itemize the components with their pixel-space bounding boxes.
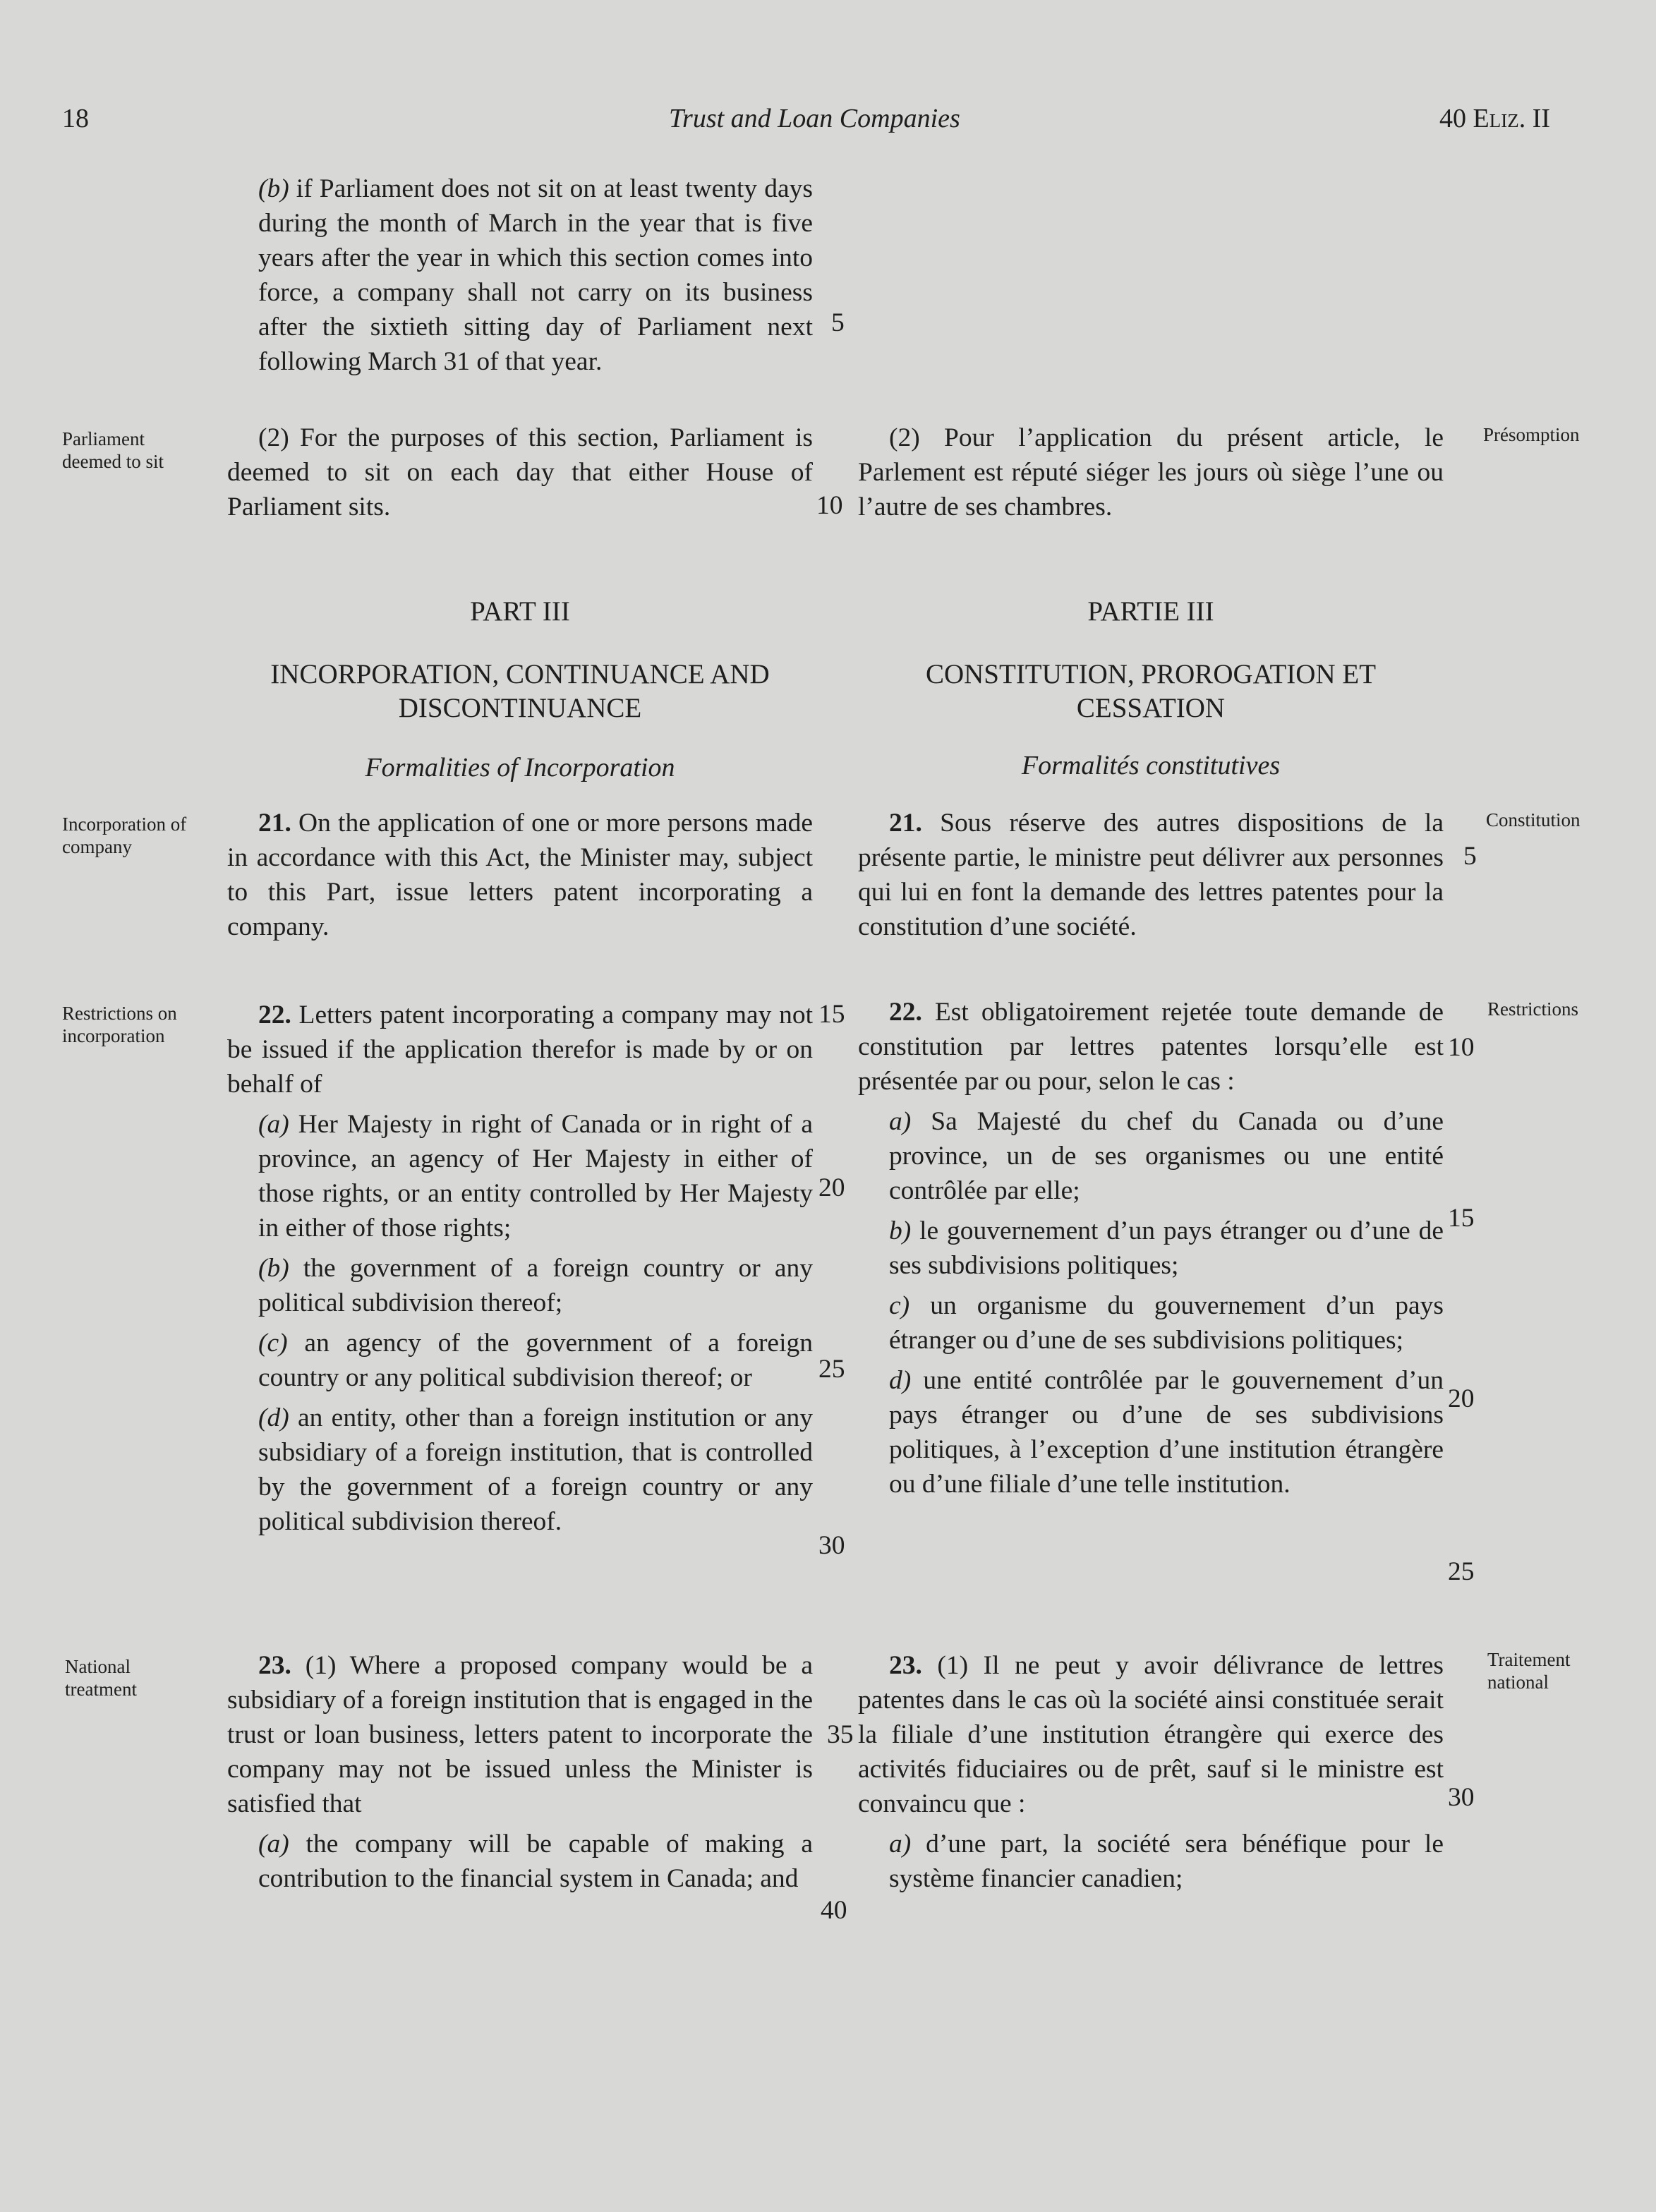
en-section-22-text: Letters patent incorporating a company may not be issued if the application therefor is made by or on behalf of: [227, 1001, 813, 1099]
fr-line-number: 10: [1448, 1033, 1475, 1062]
fr-section-21: [858, 806, 1444, 944]
fr-section-22-number: 22.: [889, 998, 922, 1027]
fr-section-23: [858, 1648, 1444, 1896]
en-line-number: 30: [818, 1531, 845, 1560]
fr-line-number: 30: [1448, 1783, 1475, 1812]
margin-note-national-treatment: National treatment: [65, 1656, 137, 1700]
fr-s22-d-label: d): [889, 1366, 912, 1395]
en-s22-a: Her Majesty in right of Canada or in right of a province, an agency of Her Majesty in either of those rights, or an entity controlled by Her Majesty in either of those rights;: [258, 1110, 813, 1243]
fr-subheading: Formalités constitutives: [1021, 751, 1281, 780]
margin-note-restrictions-on-incorporation: Restrictions on incorporation: [62, 1003, 177, 1046]
en-section-22-number: 22.: [258, 1001, 291, 1029]
margin-note-traitement-national: Traitement national: [1487, 1649, 1571, 1693]
en-line-number: 15: [818, 1000, 845, 1029]
en-s22-c-label: (c): [258, 1329, 288, 1358]
fr-s22-a: Sa Majesté du chef du Canada ou d’une province, un de ses organismes ou une entité contrôlée par elle;: [889, 1107, 1444, 1205]
en-section-21: [227, 806, 813, 944]
fr-s22-b: le gouvernement d’un pays étranger ou d’une de ses subdivisions politiques;: [889, 1216, 1444, 1280]
en-part-title: PART III: [470, 596, 570, 627]
fr-section-22-text: Est obligatoirement rejetée toute demande de constitution par lettres patentes lorsqu’elle est présentée par ou pour, selon le cas :: [858, 998, 1444, 1096]
en-section-23-text: (1) Where a proposed company would be a subsidiary of a foreign institution that is engaged in the trust or loan business, letters patent to incorporate the company may not be issued unless the Minister is satisfied that: [227, 1651, 813, 1818]
fr-s23-a: d’une part, la société sera bénéfique pour le système financier canadien;: [889, 1830, 1444, 1893]
en-s22-d: an entity, other than a foreign institution or any subsidiary of a foreign institution, that is controlled by the government of a foreign country or any political subdivision thereof.: [258, 1403, 813, 1536]
en-s22-a-label: (a): [258, 1110, 289, 1139]
en-s23-a: the company will be capable of making a contribution to the financial system in Canada; and: [258, 1830, 813, 1893]
fr-line-number: 25: [1448, 1557, 1475, 1586]
fr-subsection-2: (2) Pour l’application du présent article, le Parlement est réputé siéger les jours où siège l’une ou l’autre de ses chambres.: [858, 423, 1444, 521]
fr-s22-b-label: b): [889, 1216, 912, 1245]
fr-part-title: PARTIE III: [1087, 596, 1214, 627]
en-line-number: 25: [818, 1355, 845, 1384]
margin-note-constitution: Constitution: [1486, 809, 1581, 830]
margin-note-restrictions-fr: Restrictions: [1487, 998, 1578, 1020]
en-s22-b: the government of a foreign country or any political subdivision thereof;: [258, 1254, 813, 1317]
fr-s23-a-label: a): [889, 1830, 912, 1859]
regnal-year: 40 Eliz. II: [1439, 104, 1550, 133]
fr-section-21-text: Sous réserve des autres dispositions de la présente partie, le ministre peut délivrer aux personnes qui lui en font la demande des lettres patentes pour la constitution d’une société.: [858, 809, 1444, 941]
en-line-number: 20: [818, 1173, 845, 1202]
en-line-number: 10: [816, 491, 843, 520]
en-section-21-text: On the application of one or more persons made in accordance with this Act, the Minister may, subject to this Part, issue letters patent incorporating a company.: [227, 809, 813, 941]
page-number: 18: [62, 104, 89, 133]
margin-note-incorporation-of-company: Incorporation of company: [62, 814, 187, 857]
fr-line-number: 20: [1448, 1384, 1475, 1413]
en-section-21-number: 21.: [258, 809, 291, 838]
en-section-23: [227, 1648, 813, 1896]
running-title: Trust and Loan Companies: [669, 104, 960, 133]
en-subheading: Formalities of Incorporation: [365, 753, 675, 782]
en-line-number: 40: [821, 1896, 847, 1925]
fr-s22-c: un organisme du gouvernement d’un pays étranger ou d’une de ses subdivisions politiques;: [889, 1291, 1444, 1355]
en-s22-d-label: (d): [258, 1403, 289, 1432]
en-part-heading: INCORPORATION, CONTINUANCE AND DISCONTINUANCE: [270, 659, 770, 723]
en-s23-a-label: (a): [258, 1830, 289, 1859]
en-section-22: [227, 998, 813, 1539]
en-s22-b-label: (b): [258, 1254, 289, 1283]
fr-section-23-text: (1) Il ne peut y avoir délivrance de lettres patentes dans le cas où la société ainsi constituée serait la filiale d’une institution étrangère qui exerce des activités fiduciaires ou de prêt, sauf si le ministre est convaincu que :: [858, 1651, 1444, 1818]
fr-line-number: 5: [1463, 842, 1477, 871]
fr-line-number: 15: [1448, 1204, 1475, 1233]
en-s22-c: an agency of the government of a foreign country or any political subdivision thereof; or: [258, 1329, 813, 1392]
fr-s22-d: une entité contrôlée par le gouvernement d’un pays étranger ou d’une de ses subdivisions politiques, à l’exception d’une institution étrangère ou d’une filiale d’une telle institution.: [889, 1366, 1444, 1499]
en-line-number: 35: [827, 1720, 854, 1749]
fr-s22-c-label: c): [889, 1291, 910, 1320]
fr-part-heading: CONSTITUTION, PROROGATION ET CESSATION: [925, 659, 1377, 723]
en-paragraph-b: [227, 171, 813, 379]
en-subsection-2: (2) For the purposes of this section, Parliament is deemed to sit on each day that either House of Parliament sits.: [227, 423, 813, 521]
fr-section-21-number: 21.: [889, 809, 922, 838]
margin-note-presomption: Présomption: [1483, 424, 1580, 445]
en-paragraph-b-label: (b): [258, 174, 289, 203]
en-line-number: 5: [831, 308, 845, 337]
fr-section-22: [858, 995, 1444, 1501]
fr-s22-a-label: a): [889, 1107, 912, 1136]
margin-note-parliament-deemed: Parliament deemed to sit: [62, 428, 164, 472]
fr-section-23-number: 23.: [889, 1651, 922, 1680]
en-paragraph-b-text: if Parliament does not sit on at least twenty days during the month of March in the year that is five years after the year in which this section comes into force, a company shall not carry on its business after the sixtieth sitting day of Parliament next following March 31 of that year.: [258, 174, 813, 376]
en-section-23-number: 23.: [258, 1651, 291, 1680]
